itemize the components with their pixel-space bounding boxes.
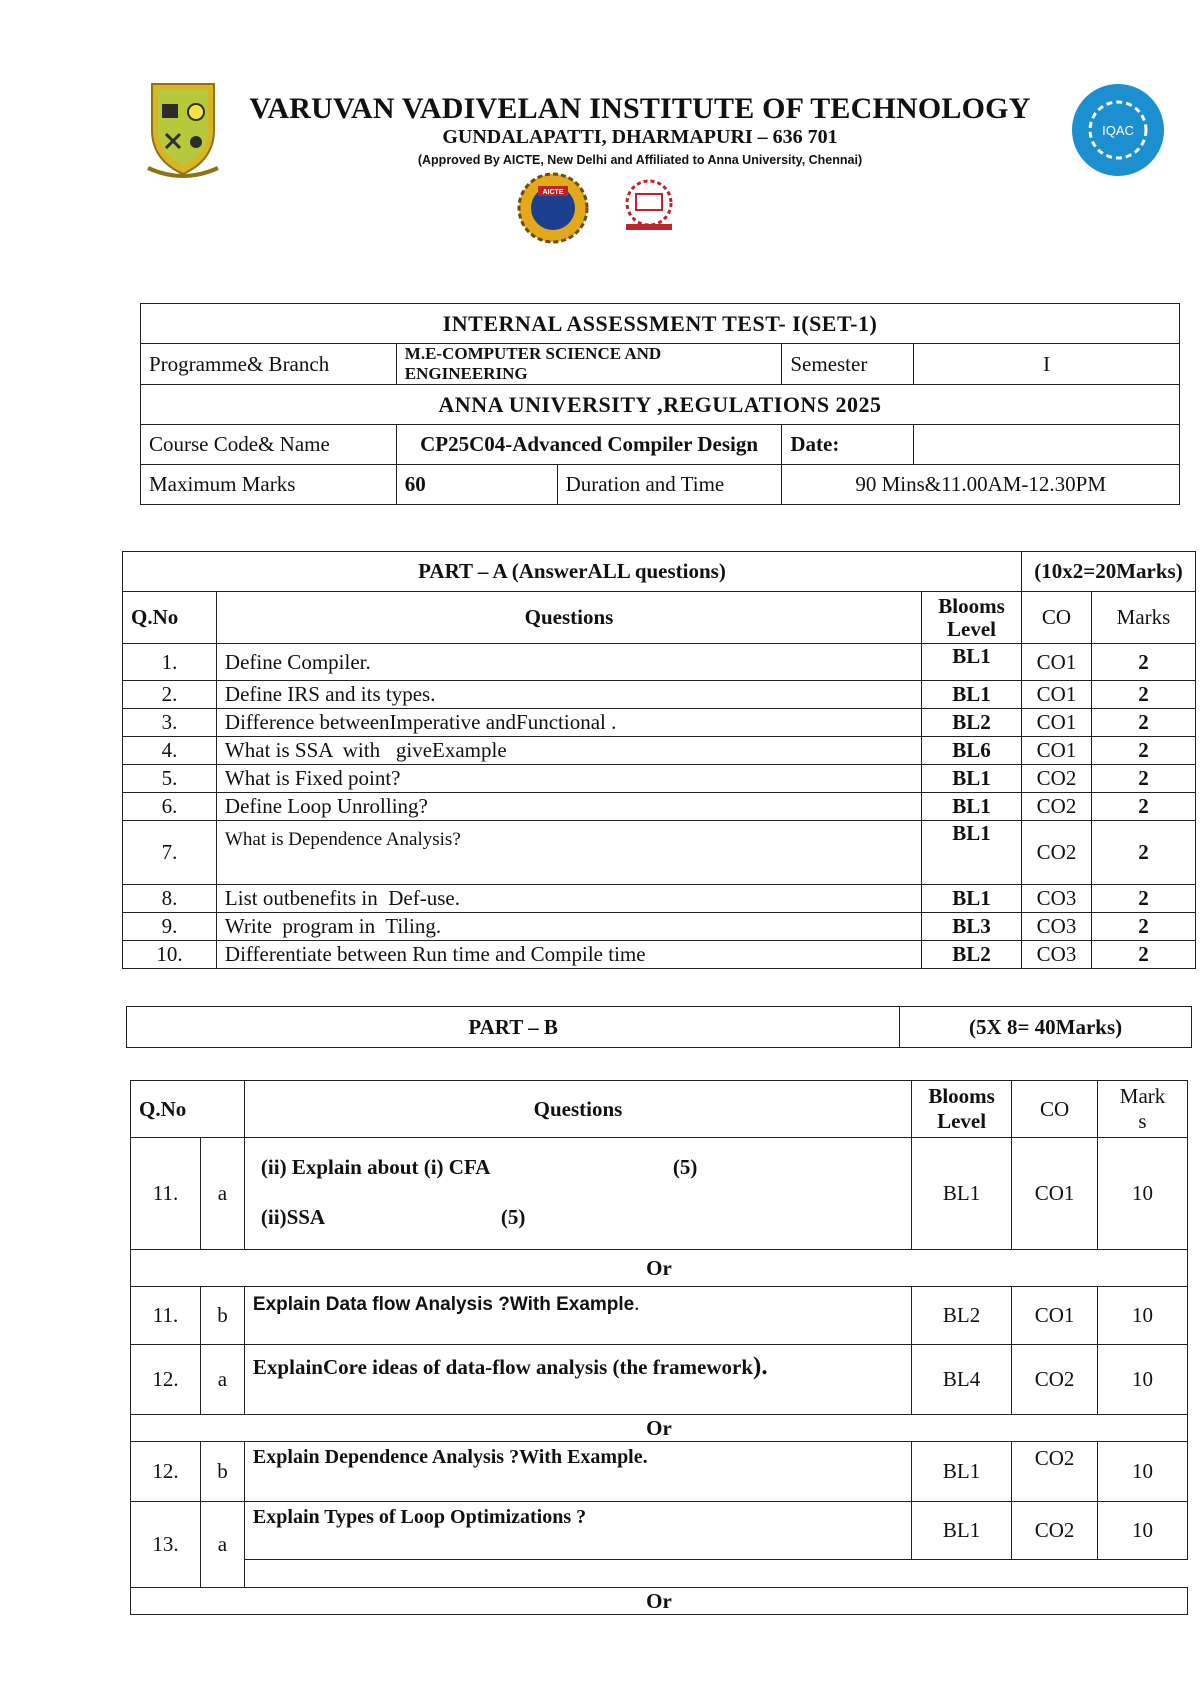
table-row: 6. Define Loop Unrolling? BL1 CO2 2 (123, 793, 1196, 821)
col-qno: Q.No (123, 592, 217, 644)
max-marks-label: Maximum Marks (141, 465, 397, 505)
date-value (914, 425, 1180, 465)
course-label: Course Code& Name (141, 425, 397, 465)
table-row: 4. What is SSA with giveExample BL6 CO1 2 (123, 737, 1196, 765)
institute-name: VARUVAN VADIVELAN INSTITUTE OF TECHNOLOGY (249, 92, 1031, 125)
iqac-logo-text: IQAC (1102, 123, 1134, 138)
aicte-logo-text: AICTE (542, 189, 564, 196)
aicte-logo (514, 172, 592, 244)
or-divider: Or (131, 1250, 1188, 1287)
table-row: 3. Difference betweenImperative andFunctional . BL2 CO1 2 (123, 709, 1196, 737)
semester-label: Semester (782, 344, 914, 385)
table-row: 8. List outbenefits in Def-use. BL1 CO3 2 (123, 885, 1196, 913)
table-row: 12. b Explain Dependence Analysis ?With Example. BL1 CO2 10 (131, 1442, 1188, 1502)
part-a-title: PART – A (AnswerALL questions) (123, 552, 1022, 592)
programme-label: Programme& Branch (141, 344, 397, 385)
course-value: CP25C04-Advanced Compiler Design (396, 425, 782, 465)
regulations: ANNA UNIVERSITY ,REGULATIONS 2025 (141, 385, 1180, 425)
part-a-marks-title: (10x2=20Marks) (1022, 552, 1196, 592)
part-b-marks-title: (5X 8= 40Marks) (900, 1007, 1192, 1048)
col-blooms-level: Blooms Level (912, 1081, 1012, 1138)
table-row: 9. Write program in Tiling. BL3 CO3 2 (123, 913, 1196, 941)
table-row: 13. a Explain Types of Loop Optimizations ? BL1 CO2 10 (131, 1502, 1188, 1560)
max-marks-value: 60 (396, 465, 557, 505)
table-row: 2. Define IRS and its types. BL1 CO1 2 (123, 681, 1196, 709)
college-emblem-logo (144, 78, 222, 180)
approval-text: (Approved By AICTE, New Delhi and Affiliated to Anna University, Chennai) (417, 153, 863, 167)
or-divider: Or (131, 1415, 1188, 1442)
table-row: 11. b Explain Data flow Analysis ?With Example. BL2 CO1 10 (131, 1287, 1188, 1345)
date-label: Date: (782, 425, 914, 465)
programme-value: M.E-COMPUTER SCIENCE AND ENGINEERING (396, 344, 782, 385)
anna-university-logo (620, 176, 678, 234)
test-title: INTERNAL ASSESSMENT TEST- I(SET-1) (141, 304, 1180, 344)
table-row: 5. What is Fixed point? BL1 CO2 2 (123, 765, 1196, 793)
part-b-table (130, 1080, 1188, 1615)
col-marks: Mark s (1098, 1081, 1188, 1138)
part-a-table (122, 551, 1196, 969)
col-co: CO (1012, 1081, 1098, 1138)
exam-info-table (140, 303, 1180, 505)
col-questions: Questions (216, 592, 921, 644)
table-row: 1. Define Compiler. BL1 CO1 2 (123, 644, 1196, 681)
part-b-header-table (126, 1006, 1192, 1048)
col-blooms-level: Blooms Level (922, 592, 1022, 644)
col-co: CO (1022, 592, 1092, 644)
table-row: 7. What is Dependence Analysis? BL1 CO2 2 (123, 821, 1196, 885)
institute-address: GUNDALAPATTI, DHARMAPURI – 636 701 (442, 126, 838, 148)
iqac-logo (1070, 82, 1166, 178)
col-qno: Q.No (131, 1081, 245, 1138)
semester-value: I (914, 344, 1180, 385)
table-row: 12. a ExplainCore ideas of data-flow analysis (the framework). BL4 CO2 10 (131, 1345, 1188, 1415)
table-row: 10. Differentiate between Run time and Compile time BL2 CO3 2 (123, 941, 1196, 969)
col-questions: Questions (244, 1081, 911, 1138)
or-divider: Or (131, 1588, 1188, 1615)
col-marks: Marks (1091, 592, 1195, 644)
duration-value: 90 Mins&11.00AM-12.30PM (782, 465, 1180, 505)
part-b-title: PART – B (127, 1007, 900, 1048)
table-row: 11. a (ii) Explain about (i) CFA (5) (ii)SSA (5) BL1 CO1 10 (131, 1138, 1188, 1250)
duration-label: Duration and Time (557, 465, 782, 505)
